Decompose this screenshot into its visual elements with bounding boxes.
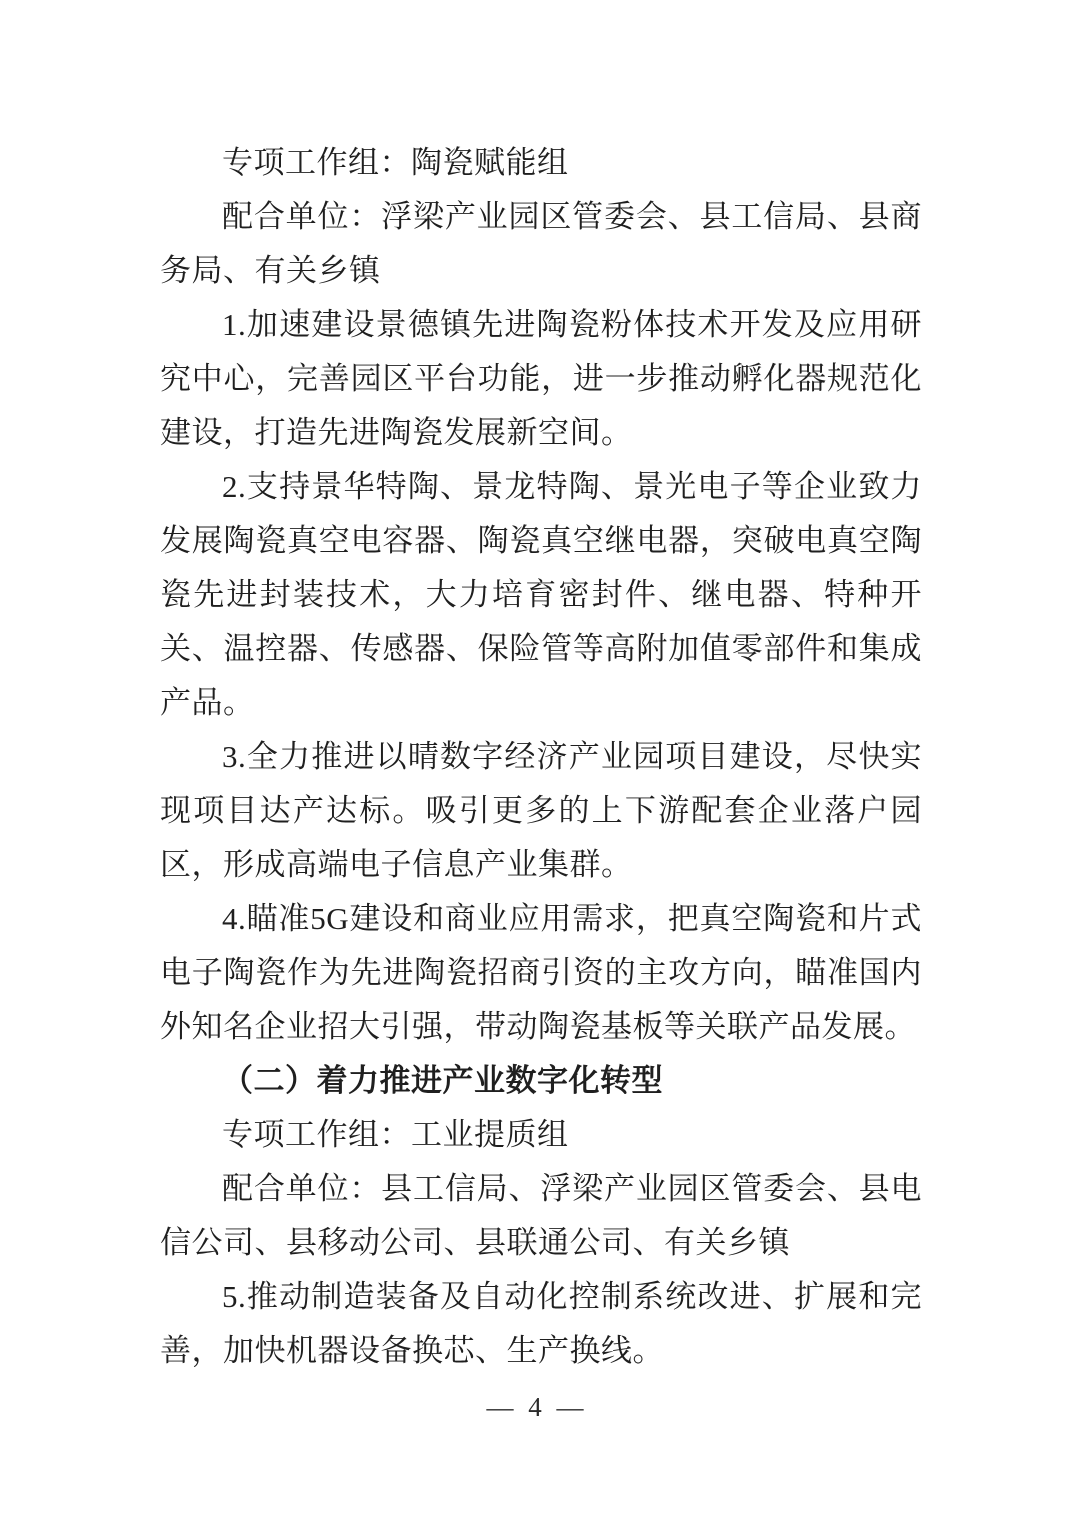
paragraph-item-4: 4.瞄准5G建设和商业应用需求，把真空陶瓷和片式电子陶瓷作为先进陶瓷招商引资的主攻方向，瞄准国内外知名企业招大引强，带动陶瓷基板等关联产品发展。 — [160, 901, 922, 1044]
paragraph-item-1: 1.加速建设景德镇先进陶瓷粉体技术开发及应用研究中心，完善园区平台功能，进一步推动孵化器规范化建设，打造先进陶瓷发展新空间。 — [160, 307, 922, 450]
section-heading: （二）着力推进产业数字化转型 — [222, 1063, 663, 1098]
paragraph-cooperating-units: 配合单位：浮梁产业园区管委会、县工信局、县商务局、有关乡镇 — [160, 199, 922, 288]
paragraph-task-group-2: 专项工作组：工业提质组 — [222, 1117, 569, 1152]
paragraph-task-group: 专项工作组：陶瓷赋能组 — [222, 145, 569, 180]
page-number: — 4 — — [486, 1392, 588, 1422]
paragraph-item-5: 5.推动制造装备及自动化控制系统改进、扩展和完善，加快机器设备换芯、生产换线。 — [160, 1279, 922, 1368]
paragraph-item-2: 2.支持景华特陶、景龙特陶、景光电子等企业致力发展陶瓷真空电容器、陶瓷真空继电器，突破电真空陶瓷先进封装技术，大力培育密封件、继电器、特种开关、温控器、传感器、保险管等高附加值零部件和集成产品。 — [160, 469, 922, 720]
document-body — [160, 136, 922, 1378]
page-footer — [0, 1392, 1074, 1423]
paragraph-cooperating-units-2: 配合单位：县工信局、浮梁产业园区管委会、县电信公司、县移动公司、县联通公司、有关乡镇 — [160, 1171, 922, 1260]
paragraph-item-3: 3.全力推进以晴数字经济产业园项目建设，尽快实现项目达产达标。吸引更多的上下游配套企业落户园区，形成高端电子信息产业集群。 — [160, 739, 922, 882]
